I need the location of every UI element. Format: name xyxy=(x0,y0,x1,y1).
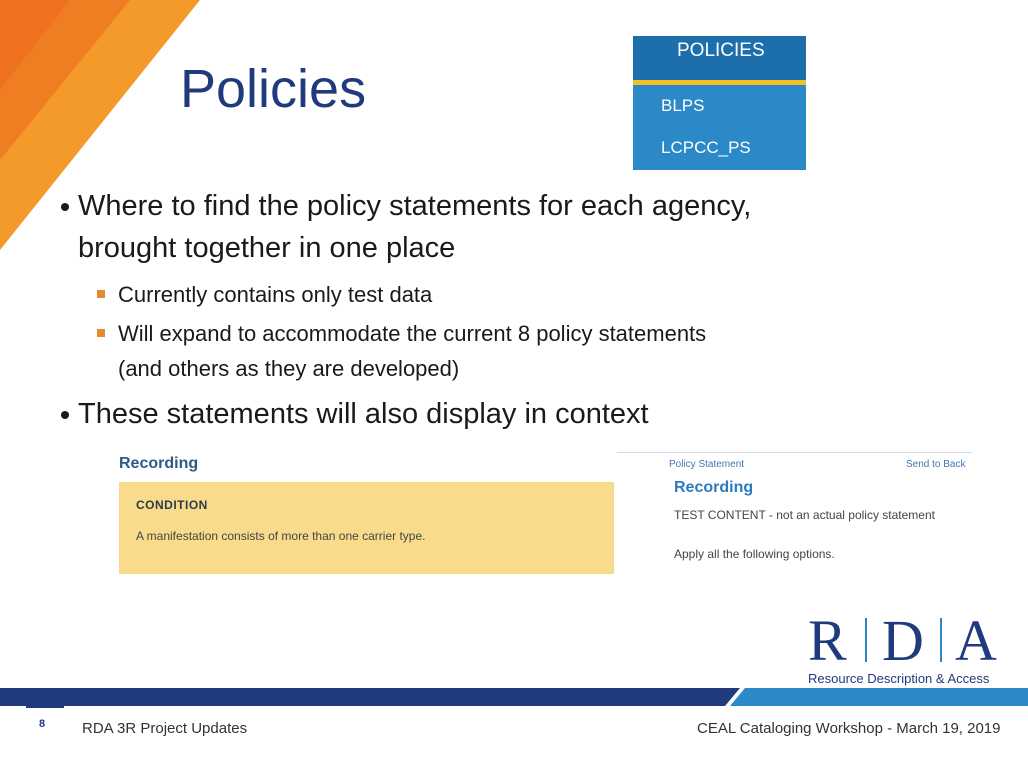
footer-left-text: RDA 3R Project Updates xyxy=(82,720,248,737)
logo-letter-a: A xyxy=(955,608,997,673)
condition-label: CONDITION xyxy=(136,498,208,512)
footer-right-text: CEAL Cataloging Workshop - March 19, 2019 xyxy=(697,720,1001,737)
menu-accent-bar xyxy=(633,80,806,85)
sub-bullet-1: Currently contains only test data xyxy=(118,282,433,307)
send-to-back-link[interactable]: Send to Back xyxy=(906,459,966,470)
condition-text: A manifestation consists of more than one carrier type. xyxy=(136,529,426,543)
menu-item-blps[interactable]: BLPS xyxy=(661,96,705,115)
condition-box xyxy=(119,482,614,574)
bullet-dot xyxy=(61,203,69,211)
slide-title: Policies xyxy=(180,59,367,119)
logo-letter-d: D xyxy=(882,608,924,673)
bullet-1-line-1: Where to find the policy statements for each agency, xyxy=(78,190,752,222)
sub-bullet-marker xyxy=(97,290,105,298)
menu-item-lcpcc-ps[interactable]: LCPCC_PS xyxy=(661,138,751,157)
logo-letter-r: R xyxy=(808,608,847,673)
page-number: 8 xyxy=(39,718,46,730)
policies-menu-heading: POLICIES xyxy=(677,40,765,61)
policies-menu-header[interactable] xyxy=(633,36,806,80)
bullet-1-line-2: brought together in one place xyxy=(78,232,456,264)
policies-menu xyxy=(633,36,806,170)
policy-panel-divider xyxy=(617,452,972,453)
page-number-box xyxy=(26,708,64,752)
sub-bullet-2-line-2: (and others as they are developed) xyxy=(118,356,460,381)
policy-panel-line-1: TEST CONTENT - not an actual policy statement xyxy=(674,508,935,522)
recording-panel-title: Recording xyxy=(119,455,199,472)
bullet-dot xyxy=(61,411,69,419)
logo-separator xyxy=(940,618,942,662)
page-number-accent xyxy=(26,704,64,708)
logo-separator xyxy=(865,618,867,662)
policy-statement-tab[interactable]: Policy Statement xyxy=(669,459,745,470)
bullet-2-line-1: These statements will also display in context xyxy=(78,398,649,430)
logo-tagline: Resource Description & Access xyxy=(808,671,990,686)
policy-panel-title: Recording xyxy=(674,479,754,496)
policy-panel-line-2: Apply all the following options. xyxy=(674,547,835,561)
sub-bullet-2-line-1: Will expand to accommodate the current 8 policy statements xyxy=(118,321,707,346)
sub-bullet-marker xyxy=(97,329,105,337)
